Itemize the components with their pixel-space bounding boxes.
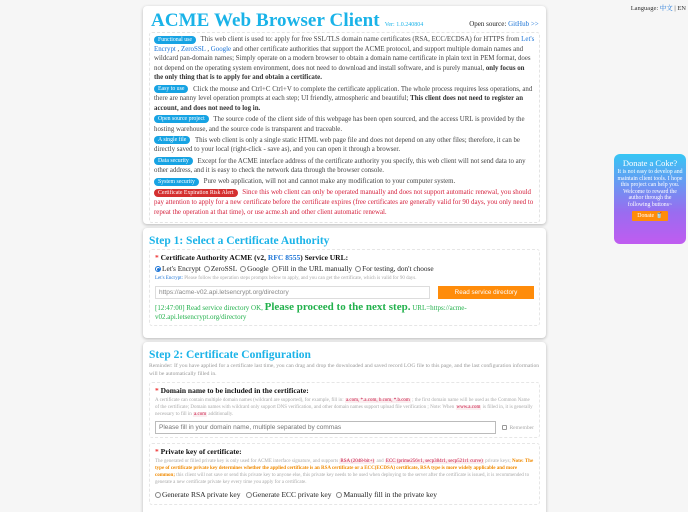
hint-note: Note: The type of certificate private key determines whether the applied certificate is an RSA certificate or a ECC(ECDSA) certificate, RSA type is more widely applicable and more common; <box>155 459 534 478</box>
ca-option-letsencrypt[interactable] <box>155 264 201 273</box>
private-key-box <box>149 443 540 505</box>
option-label: Manually fill in the private key <box>343 490 437 499</box>
option-manual-key[interactable] <box>336 490 437 499</box>
remember-checkbox[interactable] <box>502 425 534 431</box>
github-link[interactable]: GitHub >> <box>508 20 539 28</box>
hint-text: additionally. <box>208 412 234 417</box>
language-switcher <box>631 3 686 12</box>
feature-single-file <box>154 136 535 155</box>
remember-label: Remember <box>509 424 534 431</box>
option-generate-rsa[interactable] <box>155 490 241 499</box>
step2-card <box>143 342 546 512</box>
feature-text: and other certificate authorities that support the ACME protocol, and support multiple domain names and wildcard pan-domain names; Simply operate on a modern browser to obtain a domain name certificate in plain text in PEM format, does not depend on the operating system environment, does not need to download and install software, and is purely manual, <box>154 45 531 72</box>
hint-ca-name: Let's Encrypt: <box>155 276 183 281</box>
hint-text: private keys; <box>485 459 511 464</box>
title-row <box>149 10 540 30</box>
required-marker: * <box>155 253 159 262</box>
rfc-link[interactable]: RFC 8555 <box>267 253 301 262</box>
status-url: URL=https://acme-v02.api.letsencrypt.org/directory <box>155 304 467 321</box>
feature-text: This web client is only a single static HTML web page file and does not depend on any other files; therefore, it can be directly saved to your local (right-click - save as), and you can open it through a browser. <box>154 136 520 154</box>
radio-icon[interactable] <box>355 266 361 272</box>
step2-title: Step 2: Certificate Configuration <box>149 349 311 361</box>
option-label: ZeroSSL <box>210 264 238 273</box>
ca-option-zerossl[interactable] <box>204 264 237 273</box>
ca-label-text: ) Service URL: <box>300 253 349 262</box>
feature-text: Click the mouse and Ctrl+C Ctrl+V to complete the certificate application. The whole process requires less operations, and there are nanny level operation prompts at each step; UI friendly, atmospheric and beautiful; <box>154 85 533 103</box>
donate-title: Donate a Coke? <box>622 158 678 168</box>
hint-text: Please follow the operation steps prompts below to apply, and you can get the certificate, which is valid for 90 days. <box>184 276 417 281</box>
hint-example: www.a.com <box>456 405 481 410</box>
domain-box <box>149 382 540 438</box>
status-message <box>155 303 534 322</box>
feature-bold-text: only focus on the only thing that is to apply for and obtain a certificate. <box>154 64 525 82</box>
alert-badge: Certificate Expiration Risk Alert <box>154 189 238 197</box>
hint-ecc: ECC (prime256v1, secp384r1, secp521r1 curve) <box>385 459 483 464</box>
lang-en-current: EN <box>677 5 686 12</box>
option-generate-ecc[interactable] <box>246 490 332 499</box>
radio-checked-icon[interactable] <box>155 266 161 272</box>
hint-rsa: RSA (2048-bit+) <box>340 459 375 464</box>
intro-card <box>143 6 546 224</box>
radio-icon[interactable] <box>272 266 278 272</box>
alert-text: Since this web client can only be operated manually and does not support automatic renewal, you should pay attention to apply for a new certificate before the certificate expires (free certificates are generally valid for 90 days, you only need to repeat the operation at that time), or use acme.sh and other client automatic renewal. <box>154 189 534 216</box>
feature-data-security <box>154 157 535 176</box>
feature-text: Except for the ACME interface address of the certificate authority you specify, this web client will not send data to any other address, and it is easy to check the network data through the browser console. <box>154 157 526 175</box>
radio-icon[interactable] <box>240 266 246 272</box>
hint-example: a.com <box>194 412 207 417</box>
radio-icon[interactable] <box>246 492 252 498</box>
status-emphasis: Please proceed to the next step. <box>264 301 411 313</box>
donate-widget <box>614 154 686 244</box>
feature-text: Pure web application, will not and cannot make any modification to your computer system. <box>203 178 456 186</box>
letsencrypt-link[interactable]: Let's Encrypt <box>154 36 535 53</box>
required-marker: * <box>155 386 159 395</box>
feature-badge: Easy to use <box>154 85 188 93</box>
opensource-info <box>469 20 539 28</box>
ca-option-manual-url[interactable] <box>272 264 353 273</box>
ca-selection-box <box>149 249 540 326</box>
hint-text: A certificate can contain multiple domain names (wildcard are supported), for example, fill in: <box>155 398 344 403</box>
option-label: Let's Encrypt <box>162 264 201 273</box>
donate-button[interactable]: Donate 🥤 <box>632 211 667 221</box>
domain-label-text: Domain name to be included in the certificate: <box>160 386 309 395</box>
feature-text: The source code of the client side of this webpage has been open sourced, and the access URL is provided by the hosting warehouse, and the source code is transparent and traceable. <box>154 115 525 133</box>
domain-row <box>155 421 534 434</box>
private-key-label-text: Private key of certificate: <box>160 447 242 456</box>
feature-system-security <box>154 177 535 187</box>
features-list <box>149 32 540 223</box>
domain-input[interactable] <box>155 421 496 434</box>
ca-label-text: Certificate Authority ACME (v2, <box>160 253 267 262</box>
private-key-radio-group <box>155 490 534 499</box>
google-link[interactable]: Google <box>210 45 232 53</box>
feature-text: This web client is used to: apply for free SSL/TLS domain name certificates (RSA, ECC/ECDSA) for HTTPS from <box>200 36 520 43</box>
hint-example: a.com, *.a.com, b.com, *.b.com <box>345 398 410 403</box>
ca-hint <box>155 275 534 282</box>
feature-badge: A single file <box>154 136 190 144</box>
lang-separator: | <box>674 5 676 12</box>
step1-title: Step 1: Select a Certificate Authority <box>149 235 330 247</box>
feature-bold-text: This client does not need to register an account, and does not need to log in. <box>154 95 524 112</box>
version-label: Ver: 1.0.240804 <box>384 22 424 28</box>
hint-text: is filled in, it is generally necessary to fill in <box>155 405 533 417</box>
hint-text: The generated or filled private key is only used for ACME interface signature, and supports <box>155 459 339 464</box>
donate-text: It is not easy to develop and maintain client tools. I hope this project can help you. Welcome to reward the author through the following buttons~ <box>617 169 683 208</box>
radio-icon[interactable] <box>155 492 161 498</box>
option-label: For testing, don't choose <box>362 264 434 273</box>
opensource-label: Open source: <box>469 20 507 28</box>
hint-text: ; the first domain name will be used as the Common Name of the certificate; Domain names with wildcard only support DNS verification, and other domain names support upload file verification ; Note: When <box>155 398 530 410</box>
zerossl-link[interactable]: ZeroSSL <box>180 45 206 53</box>
option-label: Generate ECC private key <box>252 490 332 499</box>
url-row <box>155 286 534 299</box>
app-title: ACME Web Browser Client <box>151 10 380 31</box>
feature-badge: Data security <box>154 157 193 165</box>
lang-zh-link[interactable]: 中文 <box>659 5 673 12</box>
radio-icon[interactable] <box>336 492 342 498</box>
step1-card <box>143 228 546 338</box>
acme-url-input[interactable] <box>155 286 430 299</box>
domain-label <box>155 386 534 395</box>
private-key-hint <box>155 458 534 486</box>
option-label: Generate RSA private key <box>162 490 241 499</box>
feature-open-source <box>154 115 535 134</box>
step2-reminder: Reminder: If you have applied for a certificate last time, you can drag and drop the downloaded and saved record LOG file to this page, and the last configuration information will be automatically filled in. <box>149 363 540 377</box>
ca-option-testing[interactable] <box>355 264 433 273</box>
status-prefix: [12:47:00] Read service directory OK, <box>155 304 263 312</box>
feature-badge: Open source project <box>154 115 209 123</box>
domain-hint <box>155 397 534 418</box>
option-label: Google <box>247 264 269 273</box>
feature-easy-to-use <box>154 85 535 114</box>
ca-option-google[interactable] <box>240 264 268 273</box>
hint-text: and <box>376 459 384 464</box>
option-label: Fill in the URL manually <box>278 264 353 273</box>
radio-icon[interactable] <box>204 266 210 272</box>
feature-functional-use: Functional use This web client is used to: apply for free SSL/TLS domain name certificates (RSA, ECC/ECDSA) for HTTPS from Let's Encrypt , ZeroSSL , Google and other certificate authorities that support the ACME protocol, and support multiple domain names and wildcard pan-domain names; Simply operate on a modern browser to obtain a domain name certificate in plain text in PEM format, does not depend on the operating system environment, does not need to download and install software, and is purely manual, only focus on the only thing that is to apply for and obtain a certificate. <box>154 36 535 82</box>
feature-badge: Functional use <box>154 36 196 44</box>
language-label: Language: <box>630 5 659 12</box>
required-marker: * <box>155 447 159 456</box>
checkbox-icon[interactable] <box>502 425 508 431</box>
private-key-label <box>155 447 534 456</box>
ca-label <box>155 253 534 262</box>
ca-radio-group <box>155 264 534 273</box>
hint-text: this client will not save or send this private key to anyone else, this private key needs to be used when deploying to the server after the certificate is issued, it is recommended to generate a new certificate private key every time you apply for a certificate. <box>155 473 530 485</box>
feature-badge: System security <box>154 178 199 186</box>
read-directory-button[interactable]: Read service directory <box>438 286 534 299</box>
feature-expiration-alert <box>154 188 535 217</box>
